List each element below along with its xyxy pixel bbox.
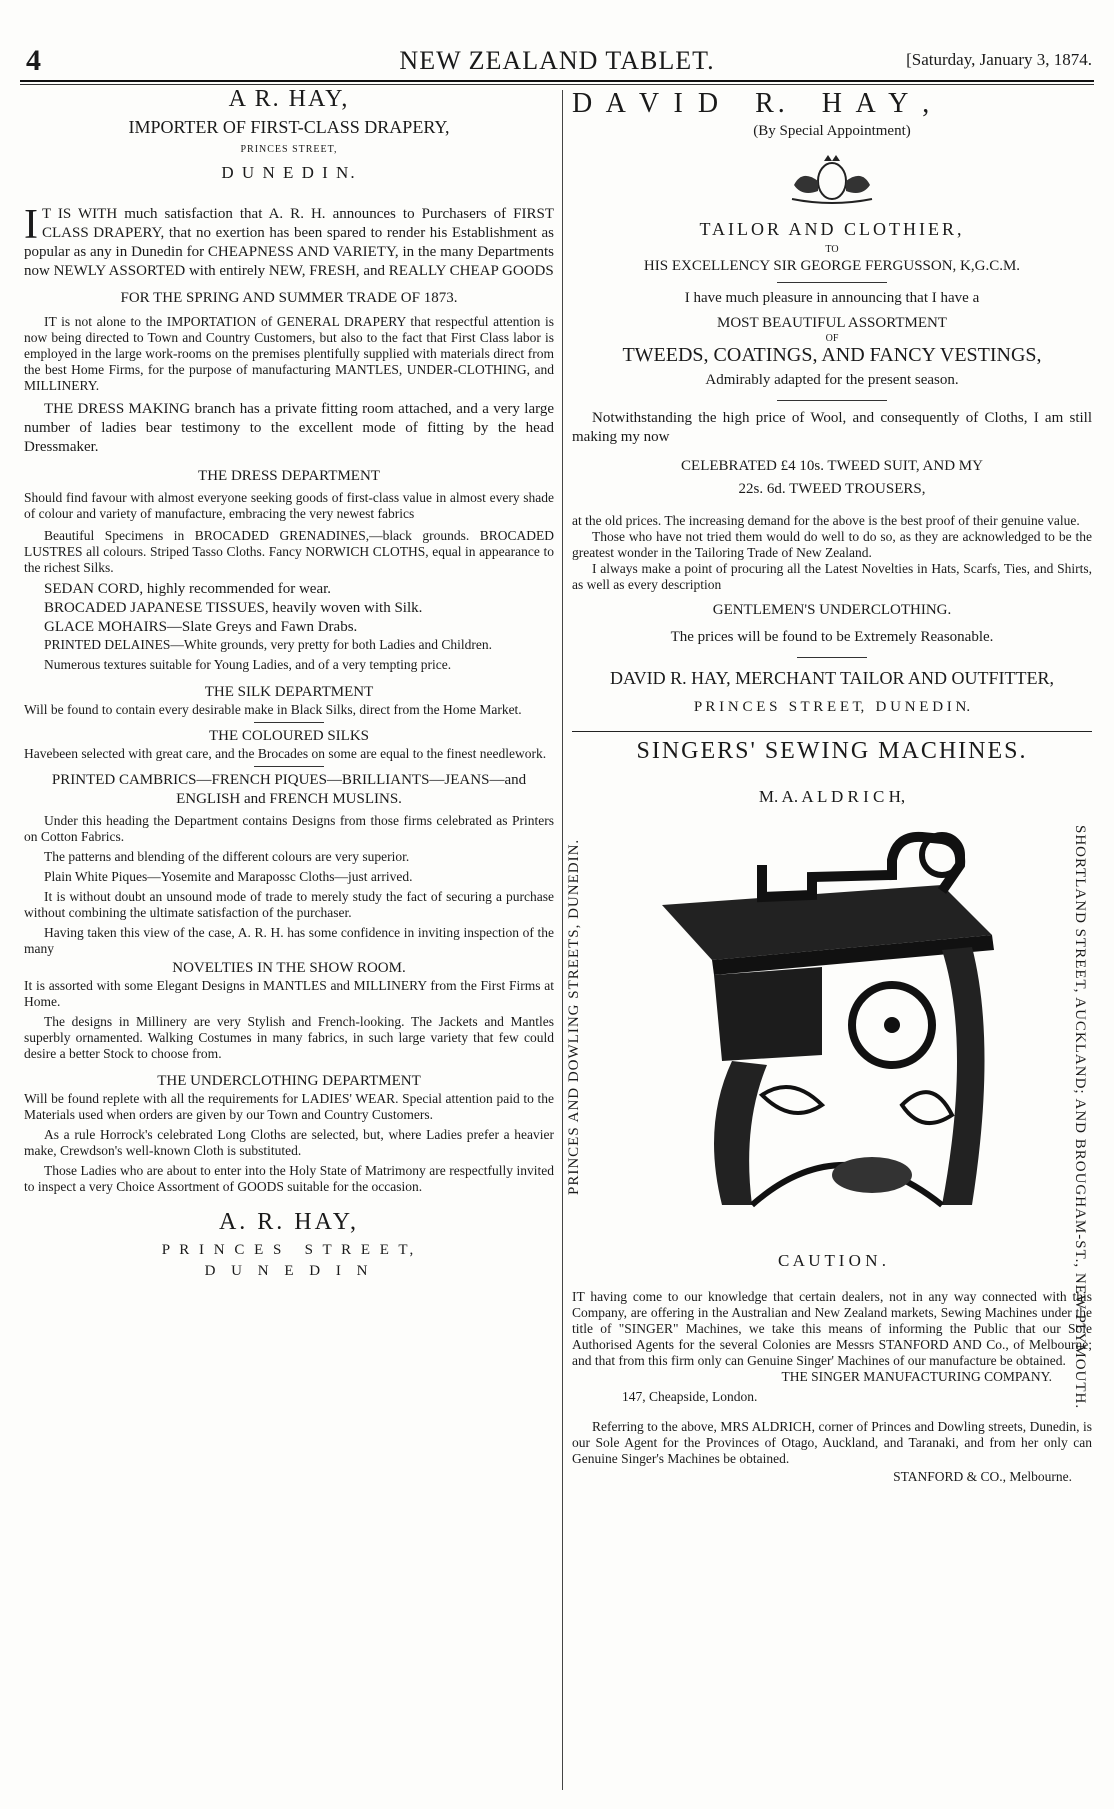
silk-department-text: Will be found to contain every desirable make in Black Silks, direct from the Home Market. bbox=[24, 702, 522, 717]
piques-text: Plain White Piques—Yosemite and Marapossc Cloths—just arrived. bbox=[44, 869, 413, 884]
tweed-suit-line: CELEBRATED £4 10s. TWEED SUIT, AND MY bbox=[681, 458, 983, 474]
specimens-paragraph: Beautiful Specimens in BROCADED GRENADINES,—black grounds. BROCADED LUSTRES all colours. Striped Tasso Cloths. Fancy NORWICH CLOTHS, equal in appearance to the richest Silks. bbox=[24, 528, 554, 575]
signature-name: A. R. HAY, bbox=[218, 1209, 360, 1235]
divider bbox=[254, 722, 324, 723]
textures-line: Numerous textures suitable for Young Ladies, and of a very tempting price. bbox=[44, 657, 452, 672]
importer-line: IMPORTER OF FIRST-CLASS DRAPERY, bbox=[128, 117, 450, 137]
stanford-signature: STANFORD & CO., Melbourne. bbox=[893, 1469, 1072, 1484]
dress-department-heading: THE DRESS DEPARTMENT bbox=[198, 468, 380, 484]
appointment-line: (By Special Appointment) bbox=[753, 123, 911, 139]
newspaper-title: NEW ZEALAND TABLET. bbox=[399, 46, 715, 75]
assorted-text: It is assorted with some Elegant Designs in MANTLES and MILLINERY from the First Firms at Home. bbox=[24, 978, 554, 1009]
issue-date: [Saturday, January 3, 1874. bbox=[906, 50, 1092, 69]
matrimony-text: Those Ladies who are about to enter into the Holy State of Matrimony are respectfully invited to inspect a very Choice Assortment of GOODS suitable for the occasion. bbox=[24, 1163, 554, 1194]
coloured-silks-heading: THE COLOURED SILKS bbox=[209, 728, 369, 744]
coloured-silks-text: Havebeen selected with great care, and the Brocades on some are equal to the finest needlework. bbox=[24, 746, 547, 761]
street-line: PRINCES STREET, bbox=[240, 144, 338, 155]
tweed-trousers-line: 22s. 6d. TWEED TROUSERS, bbox=[738, 481, 926, 497]
unsound-text: It is without doubt an unsound mode of trade to merely study the fact of securing a purchase without combining the ultimate satisfaction of the purchaser. bbox=[24, 889, 554, 920]
pleasure-line: I have much pleasure in announcing that I have a bbox=[684, 290, 980, 306]
singer-company: THE SINGER MANUFACTURING COMPANY. bbox=[781, 1369, 1052, 1384]
right-side-address-text: SHORTLAND STREET, AUCKLAND; AND BROUGHAM-ST., NEW PLYMOUTH. bbox=[1072, 825, 1088, 1410]
royal-coat-of-arms bbox=[572, 151, 1092, 205]
intro-drop-cap: I bbox=[24, 202, 38, 248]
page-number: 4 bbox=[26, 44, 41, 77]
horrocks-text: As a rule Horrock's celebrated Long Cloths are selected, but, where Ladies prefer a heavier make, Crewdson's well-known Cloth is substituted. bbox=[24, 1127, 554, 1158]
divider bbox=[777, 282, 887, 283]
left-side-address bbox=[562, 835, 622, 1235]
left-side-address-text: PRINCES AND DOWLING STREETS, DUNEDIN. bbox=[566, 838, 582, 1195]
referring-text: Referring to the above, MRS ALDRICH, corner of Princes and Dowling streets, Dunedin, is our Sole Agent for the Provinces of Otago, Auckland, and Taranaki, and from her only can Genuine Singer's Machines be obtained. bbox=[572, 1419, 1092, 1466]
singers-heading: SINGERS' SEWING MACHINES. bbox=[636, 738, 1028, 764]
delaines-line: PRINTED DELAINES—White grounds, very pretty for both Ladies and Children. bbox=[44, 637, 493, 652]
caution-heading: C A U T I O N . bbox=[777, 1251, 886, 1270]
adapted-line: Admirably adapted for the present season. bbox=[705, 372, 959, 388]
intro-text: T IS WITH much satisfaction that A. R. H. announces to Purchasers of FIRST CLASS DRAPERY, that no exertion has been spared to render his Establishment as popular as any in Dunedin for CHEAPNESS AND VARIETY, in the many Departments now NEWLY ASSORTED with entirely NEW, FRESH, and REALLY CHEAP GOODS bbox=[24, 206, 554, 279]
signature-street: P R I N C E S S T R E E T, bbox=[161, 1242, 417, 1258]
silk-department-heading: THE SILK DEPARTMENT bbox=[204, 684, 374, 700]
notwithstanding-text: Notwithstanding the high price of Wool, and consequently of Cloths, I am still making my now bbox=[572, 410, 1092, 445]
novelties-heading: NOVELTIES IN THE SHOW ROOM. bbox=[172, 960, 406, 976]
japanese-line: BROCADED JAPANESE TISSUES, heavily woven with Silk. bbox=[44, 600, 423, 616]
divider bbox=[797, 657, 867, 658]
designs-intro: Under this heading the Department contains Designs from those firms celebrated as Printers on Cotton Fabrics. bbox=[24, 813, 554, 844]
always-text: I always make a point of procuring all the Latest Novelties in Hats, Scarfs, Ties, and Shirts, as well as every description bbox=[572, 561, 1092, 592]
newspaper-page bbox=[14, 0, 1100, 1809]
trade-line: FOR THE SPRING AND SUMMER TRADE OF 1873. bbox=[120, 290, 458, 306]
cheapside-address: 147, Cheapside, London. bbox=[622, 1389, 758, 1404]
divider bbox=[777, 400, 887, 401]
section-rule bbox=[572, 731, 1092, 732]
to-line: TO bbox=[825, 244, 839, 255]
intro-paragraph bbox=[24, 202, 554, 281]
those-text: Those who have not tried them would do well to do so, as they are acknowledged to be the greatest wonder in the Tailoring Trade of New Zealand. bbox=[572, 529, 1092, 560]
merchant-tailor-line: DAVID R. HAY, MERCHANT TAILOR AND OUTFITTER, bbox=[609, 668, 1055, 688]
having-text: Having taken this view of the case, A. R. H. has some confidence in inviting inspection of the many bbox=[24, 925, 554, 956]
tweeds-line: TWEEDS, COATINGS, AND FANCY VESTINGS, bbox=[622, 344, 1042, 366]
masthead bbox=[14, 40, 1100, 80]
patterns-text: The patterns and blending of the different colours are very superior. bbox=[44, 849, 410, 864]
dress-department-text: Should find favour with almost everyone seeking goods of first-class value in almost every shade of colour and variety of manufacture, embracing the very newest fabrics bbox=[24, 490, 554, 521]
underclothing-text: Will be found replete with all the requirements for LADIES' WEAR. Special attention paid to the Materials used when orders are given by our Town and Country Customers. bbox=[24, 1091, 554, 1122]
old-prices-text: at the old prices. The increasing demand for the above is the best proof of their genuine value. bbox=[572, 513, 1080, 528]
importation-paragraph: IT is not alone to the IMPORTATION of GENERAL DRAPERY that respectful attention is now being directed to Town and Country Customers, but also to the fact that First Class labor is employed in the large work-rooms on the premises plentifully supplied with materials direct from the best Home Firms, for the purpose of manufacturing MANTLES, UNDER-CLOTHING, and MILLINERY. bbox=[24, 314, 554, 393]
ar-hay-name: A R. HAY, bbox=[228, 86, 350, 112]
city-line: D U N E D I N. bbox=[221, 163, 357, 182]
glace-line: GLACE MOHAIRS—Slate Greys and Fawn Drabs. bbox=[44, 619, 358, 635]
aldrich-line: M. A. A L D R I C H, bbox=[758, 787, 906, 806]
divider bbox=[254, 766, 324, 767]
top-rule bbox=[20, 80, 1094, 82]
of-line: OF bbox=[825, 333, 839, 344]
sedan-line: SEDAN CORD, highly recommended for wear. bbox=[44, 581, 332, 597]
reasonable-line: The prices will be found to be Extremely Reasonable. bbox=[670, 629, 994, 645]
top-rule-thin bbox=[20, 84, 1094, 85]
millinery-text: The designs in Millinery are very Stylish and French-looking. The Jackets and Mantles superbly ornamented. Walking Costumes in many fabrics, in such large variety that few could desire a better Stock to choose from. bbox=[24, 1014, 554, 1061]
princes-street-line: P R I N C E S S T R E E T, D U N E D I N. bbox=[693, 699, 971, 715]
underclothing-heading: THE UNDERCLOTHING DEPARTMENT bbox=[157, 1073, 421, 1089]
david-r-hay-advertisement bbox=[566, 86, 1092, 1485]
excellency-line: HIS EXCELLENCY SIR GEORGE FERGUSSON, K,G.C.M. bbox=[643, 258, 1021, 274]
ar-hay-advertisement bbox=[24, 86, 554, 1280]
gents-underclothing: GENTLEMEN'S UNDERCLOTHING. bbox=[712, 602, 952, 618]
cambrics-heading: PRINTED CAMBRICS—FRENCH PIQUES—BRILLIANTS—JEANS—and ENGLISH and FRENCH MUSLINS. bbox=[51, 772, 527, 807]
tailor-line: TAILOR AND CLOTHIER, bbox=[699, 219, 965, 239]
caution-text: IT having come to our knowledge that certain dealers, not in any way connected with this Company, are offering in the Australian and New Zealand markets, Sewing Machines under the title of "SINGER" Machines, we take this means of informing the Public that our Sole Authorised Agents for the several Colonies are Messrs STANFORD AND Co., of Melbourne; and that from this firm only can Genuine Singer' Machines of our manufacture be obtained. bbox=[572, 1289, 1092, 1368]
signature-city: D U N E D I N bbox=[204, 1263, 374, 1279]
right-side-address bbox=[1044, 825, 1104, 1410]
dressmaking-paragraph: THE DRESS MAKING branch has a private fitting room attached, and a very large number of ladies bear testimony to the excellent mode of fitting by the head Dressmaker. bbox=[24, 401, 554, 455]
david-hay-name: D A V I D R. H A Y , bbox=[572, 88, 934, 119]
assortment-line: MOST BEAUTIFUL ASSORTMENT bbox=[717, 315, 947, 331]
sewing-machine-image bbox=[642, 825, 1012, 1235]
